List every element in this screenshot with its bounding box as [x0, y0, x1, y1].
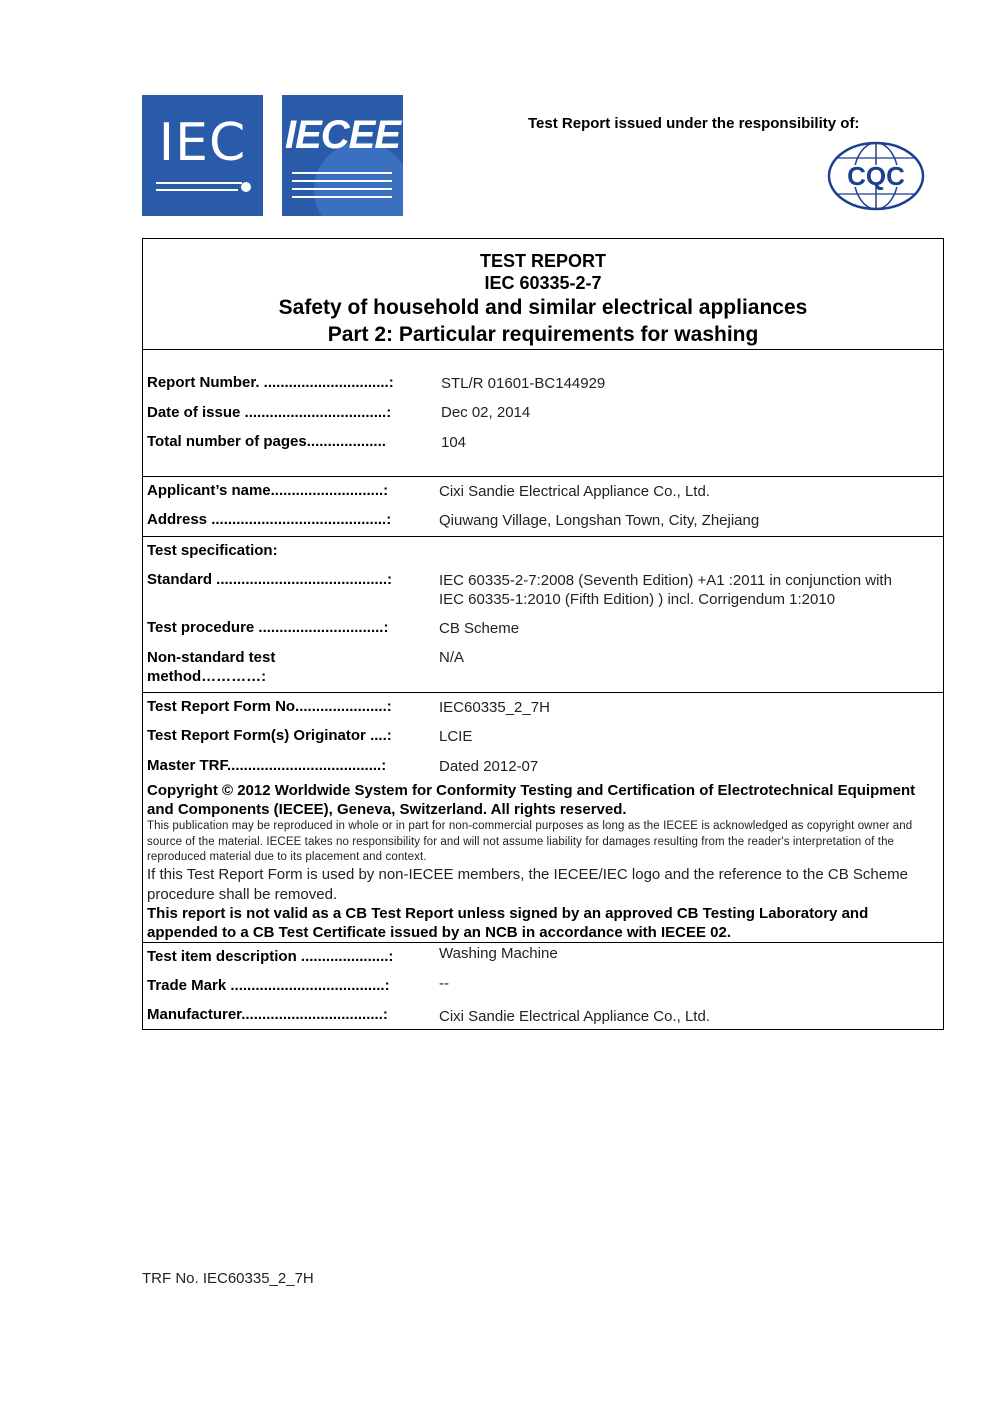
divider [142, 692, 944, 693]
manufacturer-label: Manufacturer..................................: [147, 1006, 388, 1023]
test-procedure-label: Test procedure ..............................: [147, 619, 389, 636]
divider [142, 942, 944, 943]
master-trf-value: Dated 2012-07 [439, 758, 539, 775]
form-number-label: Test Report Form No......................: [147, 698, 392, 715]
cqc-logo-text: CQC [847, 161, 905, 191]
divider [142, 349, 944, 350]
validity-note: This report is not valid as a CB Test Report unless signed by an approved CB Testing Laboratory and appended to a CB Test Certificate issued by an NCB in accordance with IECEE 02. [147, 905, 869, 941]
iec-logo [142, 95, 263, 216]
applicant-name-value: Cixi Sandie Electrical Appliance Co., Ltd. [439, 483, 710, 500]
test-item-description-label: Test item description .....................: [147, 948, 394, 965]
address-label: Address ..........................................: [147, 511, 392, 528]
non-member-note: If this Test Report Form is used by non-IECEE members, the IECEE/IEC logo and the reference to the CB Scheme procedure shall be removed. [147, 866, 908, 903]
form-number-value: IEC60335_2_7H [439, 699, 550, 716]
non-standard-method-label: Non-standard test [147, 649, 276, 666]
reproduction-note: This publication may be reproduced in whole or in part for non-commercial purposes as long as the IECEE is acknowledged as copyright owner and source of the material. IECEE takes no responsibility for and will not assume liability for damages resulting from the reader's interpretation of the reproduced material due to its placement and context. [147, 820, 913, 863]
total-pages-value: 104 [441, 434, 467, 451]
form-originator-value: LCIE [439, 728, 473, 745]
report-number-value: STL/R 01601-BC144929 [441, 375, 606, 392]
iecee-logo [282, 95, 403, 216]
divider [142, 476, 944, 477]
address-value: Qiuwang Village, Longshan Town, City, Zhejiang [439, 512, 760, 529]
total-pages-label: Total number of pages................... [147, 433, 386, 450]
non-standard-method-label-cont: method…………: [147, 668, 267, 685]
iec-logo-lines [142, 95, 263, 216]
report-number-label: Report Number. ..............................: [147, 374, 394, 391]
title-line-2: IEC 60335-2-7 [484, 273, 602, 293]
responsibility-note: Test Report issued under the responsibility of: [528, 115, 860, 132]
divider [142, 536, 944, 537]
trade-mark-label: Trade Mark .....................................: [147, 977, 390, 994]
title-line-4: Part 2: Particular requirements for washing [327, 323, 759, 346]
master-trf-label: Master TRF.....................................: [147, 757, 387, 774]
trade-mark-value: -- [439, 975, 449, 992]
iec-logo-text: IEC [158, 113, 247, 173]
test-item-description-value: Washing Machine [439, 945, 558, 962]
manufacturer-value: Cixi Sandie Electrical Appliance Co., Ltd. [439, 1008, 710, 1025]
title-line-1: TEST REPORT [479, 251, 606, 271]
trf-footer: TRF No. IEC60335_2_7H [142, 1270, 314, 1287]
cqc-logo [826, 140, 926, 212]
test-procedure-value: CB Scheme [439, 620, 520, 637]
non-standard-method-value: N/A [439, 649, 465, 666]
title-line-3: Safety of household and similar electrical appliances [278, 296, 808, 319]
standard-value-line-2: IEC 60335-1:2010 (Fifth Edition) ) incl. Corrigendum 1:2010 [439, 591, 836, 608]
iecee-logo-text: IECEE [284, 113, 401, 157]
date-of-issue-label: Date of issue ..................................: [147, 404, 392, 421]
applicant-name-label: Applicant’s name...........................: [147, 482, 389, 499]
copyright-statement: Copyright © 2012 Worldwide System for Conformity Testing and Certification of Electrotechnical Equipment and Components (IECEE), Geneva, Switzerland. All rights reserved. [147, 782, 916, 818]
test-specification-heading: Test specification: [147, 542, 278, 559]
date-of-issue-value: Dec 02, 2014 [441, 404, 531, 421]
standard-label: Standard .........................................: [147, 571, 393, 588]
standard-value-line-1: IEC 60335-2-7:2008 (Seventh Edition) +A1 :2011 in conjunction with [439, 572, 892, 589]
form-originator-label: Test Report Form(s) Originator ....: [147, 727, 392, 744]
report-title [142, 250, 944, 348]
